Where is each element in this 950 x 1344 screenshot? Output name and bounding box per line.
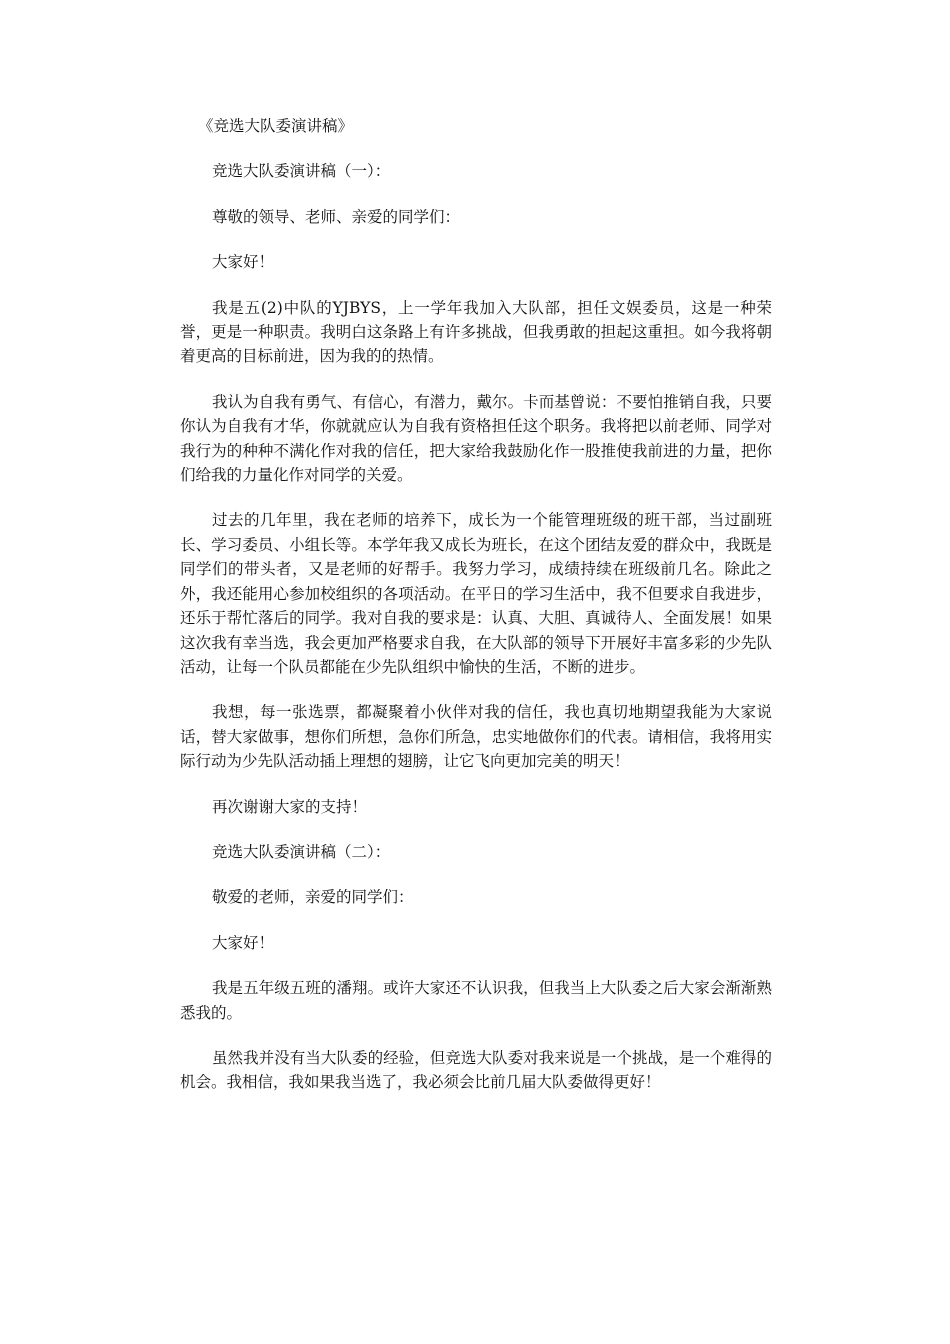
section-heading-2: 竞选大队委演讲稿（二）： bbox=[212, 842, 391, 861]
body-paragraph: 我是五年级五班的潘翔。或许大家还不认识我，但我当上大队委之后大家会渐渐熟悉我的。 bbox=[180, 979, 772, 1022]
greeting: 大家好！ bbox=[212, 933, 275, 952]
section-heading-1: 竞选大队委演讲稿（一）： bbox=[212, 162, 391, 181]
body-paragraph: 我认为自我有勇气、有信心，有潜力，戴尔。卡而基曾说：不要怕推销自我，只要你认为自我有才华，你就就应认为自我有资格担任这个职务。我将把以前老师、同学对我行为的种种不满化作对我的信任，把大家给我鼓励化作一股推使我前进的力量，把你们给我的力量化作对同学的关爱。 bbox=[180, 392, 772, 485]
document-body bbox=[180, 114, 772, 1116]
salutation: 尊敬的领导、老师、亲爱的同学们： bbox=[212, 207, 461, 226]
body-paragraph: 虽然我并没有当大队委的经验，但竞选大队委对我来说是一个挑战，是一个难得的机会。我相信，我如果我当选了，我必须会比前几届大队委做得更好！ bbox=[180, 1048, 772, 1092]
body-paragraph: 我是五(2)中队的YJBYS，上一学年我加入大队部，担任文娱委员，这是一种荣誉，更是一种职责。我明白这条路上有许多挑战，但我勇敢的担起这重担。如今我将朝着更高的目标前进，因为我的的热情。 bbox=[180, 298, 772, 366]
closing-line: 再次谢谢大家的支持！ bbox=[212, 797, 368, 816]
document-title: 《竞选大队委演讲稿》 bbox=[198, 117, 354, 135]
body-paragraph: 过去的几年里，我在老师的培养下，成长为一个能管理班级的班干部，当过副班长、学习委员、小组长等。本学年我又成长为班长，在这个团结友爱的群众中，我既是同学们的带头者，又是老师的好帮手。我努力学习，成绩持续在班级前几名。除此之外，我还能用心参加校组织的各项活动。在平日的学习生活中，我不但要求自我进步，还乐于帮忙落后的同学。我对自我的要求是：认真、大胆、真诚待人、全面发展！如果这次我有幸当选，我会更加严格要求自我，在大队部的领导下开展好丰富多彩的少先队活动，让每一个队员都能在少先队组织中愉快的生活，不断的进步。 bbox=[180, 511, 772, 676]
salutation: 敬爱的老师，亲爱的同学们： bbox=[212, 888, 414, 907]
greeting: 大家好！ bbox=[212, 253, 275, 272]
body-paragraph: 我想，每一张选票，都凝聚着小伙伴对我的信任，我也真切地期望我能为大家说话，替大家做事，想你们所想，急你们所急，忠实地做你们的代表。请相信，我将用实际行动为少先队活动插上理想的翅膀，让它飞向更加完美的明天！ bbox=[180, 703, 772, 771]
